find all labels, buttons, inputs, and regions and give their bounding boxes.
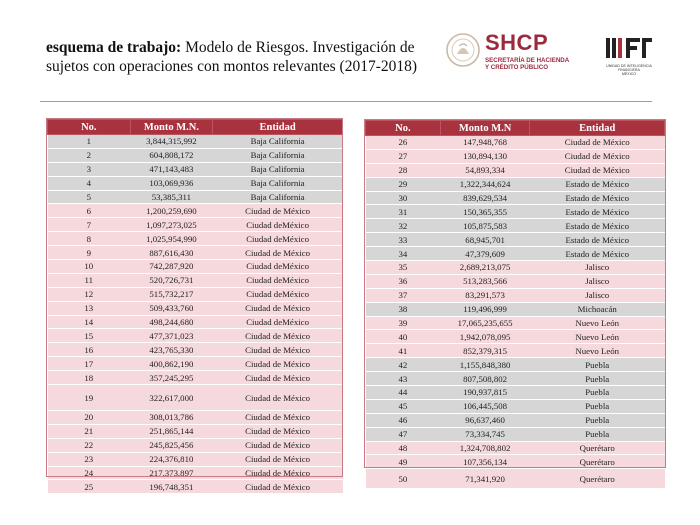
cell-no: 3 <box>48 162 131 176</box>
cell-entidad: Baja California <box>213 148 343 162</box>
table-row <box>48 204 343 218</box>
mexico-seal-icon <box>445 32 481 68</box>
cell-no: 28 <box>366 163 441 177</box>
cell-no: 16 <box>48 343 131 357</box>
cell-entidad: Ciudad de México <box>213 301 343 315</box>
cell-monto: 251,865,144 <box>130 424 213 438</box>
cell-entidad: Jalisco <box>530 288 665 302</box>
cell-monto: 498,244,680 <box>130 315 213 329</box>
cell-monto: 357,245,295 <box>130 371 213 385</box>
cell-monto: 2,689,213,075 <box>440 261 530 275</box>
cell-no: 48 <box>366 441 441 455</box>
table-row <box>48 135 343 149</box>
cell-monto: 839,629,534 <box>440 191 530 205</box>
uif-caption-line-2: MÉXICO <box>621 72 637 76</box>
cell-no: 23 <box>48 452 131 466</box>
cell-entidad: Estado de México <box>530 233 665 247</box>
cell-no: 25 <box>48 480 131 494</box>
cell-entidad: Ciudad de México <box>213 466 343 480</box>
cell-entidad: Ciudad deMéxico <box>213 218 343 232</box>
cell-monto: 513,283,566 <box>440 274 530 288</box>
cell-entidad: Estado de México <box>530 247 665 261</box>
shcp-name: SHCP <box>485 30 549 55</box>
cell-entidad: Ciudad de México <box>213 329 343 343</box>
cell-entidad: Puebla <box>530 399 665 413</box>
table-row <box>48 480 343 494</box>
column-header-entidad: Entidad <box>213 120 343 135</box>
cell-no: 34 <box>366 247 441 261</box>
table-row <box>48 343 343 357</box>
cell-no: 26 <box>366 136 441 150</box>
slide-title-rest: Modelo de Riesgos. Investigación de sujetos con operaciones con montos relevantes (2017-2018) <box>46 39 418 75</box>
table-row <box>366 191 665 205</box>
column-header-monto: Monto M.N. <box>130 120 213 135</box>
shcp-subtitle-line-1: SECRETARÍA DE HACIENDA <box>485 57 570 64</box>
table-row <box>48 218 343 232</box>
cell-no: 32 <box>366 219 441 233</box>
cell-no: 1 <box>48 135 131 149</box>
table-row <box>366 136 665 150</box>
table-row <box>366 288 665 302</box>
table-row <box>48 411 343 425</box>
table-row <box>366 441 665 455</box>
shcp-subtitle-line-2: Y CRÉDITO PÚBLICO <box>485 64 549 71</box>
shcp-subtitle <box>485 57 569 71</box>
table-header-row <box>366 121 665 136</box>
cell-entidad: Baja California <box>213 176 343 190</box>
cell-entidad: Estado de México <box>530 219 665 233</box>
slide-title-bold: esquema de trabajo: <box>46 39 182 56</box>
cell-monto: 119,496,999 <box>440 302 530 316</box>
cell-entidad: Puebla <box>530 427 665 441</box>
cell-monto: 147,948,768 <box>440 136 530 150</box>
uif-caption <box>598 64 660 76</box>
table-row <box>366 163 665 177</box>
cell-no: 36 <box>366 274 441 288</box>
cell-monto: 190,937,815 <box>440 386 530 400</box>
cell-no: 30 <box>366 191 441 205</box>
cell-monto: 308,013,786 <box>130 411 213 425</box>
table-row <box>366 205 665 219</box>
cell-no: 9 <box>48 246 131 260</box>
amounts-table-left <box>47 119 343 494</box>
cell-monto: 1,097,273,025 <box>130 218 213 232</box>
table-row <box>366 469 665 489</box>
cell-no: 19 <box>48 385 131 411</box>
cell-no: 12 <box>48 287 131 301</box>
cell-entidad: Baja California <box>213 162 343 176</box>
table-header-row <box>48 120 343 135</box>
table-row <box>48 452 343 466</box>
table-row <box>48 232 343 246</box>
table-row <box>48 466 343 480</box>
cell-monto: 1,322,344,624 <box>440 177 530 191</box>
table-row <box>366 261 665 275</box>
cell-entidad: Ciudad de México <box>213 343 343 357</box>
table-row <box>48 371 343 385</box>
cell-entidad: Baja California <box>213 135 343 149</box>
cell-monto: 1,324,708,802 <box>440 441 530 455</box>
cell-entidad: Puebla <box>530 413 665 427</box>
cell-entidad: Michoacán <box>530 302 665 316</box>
cell-no: 33 <box>366 233 441 247</box>
cell-no: 6 <box>48 204 131 218</box>
cell-entidad: Estado de México <box>530 191 665 205</box>
table-row <box>366 386 665 400</box>
table-row <box>366 330 665 344</box>
table-row <box>48 301 343 315</box>
table-row <box>48 385 343 411</box>
cell-no: 27 <box>366 149 441 163</box>
cell-no: 31 <box>366 205 441 219</box>
cell-entidad: Nuevo León <box>530 330 665 344</box>
cell-monto: 1,025,954,990 <box>130 232 213 246</box>
cell-monto: 400,862,190 <box>130 357 213 371</box>
table-row <box>366 413 665 427</box>
table-row <box>366 399 665 413</box>
table-row <box>48 357 343 371</box>
cell-entidad: Querétaro <box>530 455 665 469</box>
slide-title <box>46 38 446 76</box>
cell-no: 17 <box>48 357 131 371</box>
cell-monto: 106,445,508 <box>440 399 530 413</box>
cell-no: 20 <box>48 411 131 425</box>
cell-monto: 742,287,920 <box>130 260 213 274</box>
table-row <box>48 176 343 190</box>
table-row <box>48 438 343 452</box>
amounts-table-right <box>365 120 665 489</box>
cell-entidad: Ciudad deMéxico <box>213 287 343 301</box>
table-row <box>366 149 665 163</box>
column-header-monto: Monto M.N <box>440 121 530 136</box>
table-row <box>366 358 665 372</box>
table-row <box>366 219 665 233</box>
cell-no: 11 <box>48 273 131 287</box>
table-row <box>48 162 343 176</box>
cell-no: 42 <box>366 358 441 372</box>
cell-no: 50 <box>366 469 441 489</box>
table-row <box>366 344 665 358</box>
cell-entidad: Ciudad de México <box>530 149 665 163</box>
table-row <box>48 287 343 301</box>
table-row <box>48 148 343 162</box>
cell-entidad: Estado de México <box>530 205 665 219</box>
cell-no: 43 <box>366 372 441 386</box>
cell-monto: 1,155,848,380 <box>440 358 530 372</box>
cell-monto: 54,893,334 <box>440 163 530 177</box>
cell-no: 37 <box>366 288 441 302</box>
cell-monto: 852,379,315 <box>440 344 530 358</box>
cell-monto: 196,748,351 <box>130 480 213 494</box>
cell-monto: 217,373,897 <box>130 466 213 480</box>
cell-no: 14 <box>48 315 131 329</box>
cell-no: 15 <box>48 329 131 343</box>
cell-no: 24 <box>48 466 131 480</box>
cell-entidad: Nuevo León <box>530 316 665 330</box>
cell-entidad: Ciudad de México <box>213 480 343 494</box>
cell-no: 44 <box>366 386 441 400</box>
cell-entidad: Querétaro <box>530 469 665 489</box>
cell-entidad: Ciudad de México <box>213 424 343 438</box>
cell-entidad: Puebla <box>530 386 665 400</box>
cell-monto: 245,825,456 <box>130 438 213 452</box>
cell-no: 39 <box>366 316 441 330</box>
cell-entidad: Ciudad deMéxico <box>213 273 343 287</box>
shcp-logo <box>445 30 595 74</box>
cell-entidad: Puebla <box>530 372 665 386</box>
table-row <box>48 260 343 274</box>
cell-monto: 423,765,330 <box>130 343 213 357</box>
table-row <box>366 177 665 191</box>
cell-no: 38 <box>366 302 441 316</box>
cell-monto: 53,385,311 <box>130 190 213 204</box>
cell-no: 7 <box>48 218 131 232</box>
cell-monto: 807,508,802 <box>440 372 530 386</box>
cell-monto: 509,433,760 <box>130 301 213 315</box>
table-row <box>48 273 343 287</box>
cell-entidad: Ciudad de México <box>213 385 343 411</box>
cell-entidad: Ciudad de México <box>213 357 343 371</box>
table-row <box>48 246 343 260</box>
cell-monto: 887,616,430 <box>130 246 213 260</box>
cell-no: 29 <box>366 177 441 191</box>
cell-monto: 1,942,078,095 <box>440 330 530 344</box>
uif-caption-line-1: UNIDAD DE INTELIGENCIA FINANCIERA <box>606 64 652 72</box>
cell-entidad: Ciudad de México <box>213 411 343 425</box>
cell-entidad: Ciudad de México <box>213 246 343 260</box>
cell-no: 49 <box>366 455 441 469</box>
cell-entidad: Estado de México <box>530 177 665 191</box>
cell-no: 4 <box>48 176 131 190</box>
cell-monto: 83,291,573 <box>440 288 530 302</box>
cell-monto: 224,376,810 <box>130 452 213 466</box>
table-row <box>366 247 665 261</box>
table-row <box>366 274 665 288</box>
cell-monto: 103,069,936 <box>130 176 213 190</box>
cell-monto: 17,065,235,655 <box>440 316 530 330</box>
cell-no: 8 <box>48 232 131 246</box>
table-row <box>366 372 665 386</box>
cell-no: 35 <box>366 261 441 275</box>
uif-logo-icon <box>598 34 660 62</box>
cell-no: 41 <box>366 344 441 358</box>
cell-entidad: Nuevo León <box>530 344 665 358</box>
cell-entidad: Ciudad deMéxico <box>213 260 343 274</box>
column-header-no: No. <box>366 121 441 136</box>
cell-monto: 130,894,130 <box>440 149 530 163</box>
table-row <box>366 316 665 330</box>
header-divider <box>40 101 652 102</box>
table-row <box>48 329 343 343</box>
uif-logo <box>598 34 660 74</box>
cell-no: 22 <box>48 438 131 452</box>
cell-monto: 73,334,745 <box>440 427 530 441</box>
cell-monto: 322,617,000 <box>130 385 213 411</box>
cell-entidad: Querétaro <box>530 441 665 455</box>
cell-monto: 477,371,023 <box>130 329 213 343</box>
cell-monto: 105,875,583 <box>440 219 530 233</box>
cell-entidad: Ciudad de México <box>530 136 665 150</box>
table-row <box>48 315 343 329</box>
table-row <box>366 302 665 316</box>
cell-entidad: Ciudad deMéxico <box>213 232 343 246</box>
cell-entidad: Puebla <box>530 358 665 372</box>
cell-monto: 107,356,134 <box>440 455 530 469</box>
cell-monto: 515,732,217 <box>130 287 213 301</box>
cell-monto: 71,341,920 <box>440 469 530 489</box>
table-row <box>366 427 665 441</box>
cell-entidad: Baja California <box>213 190 343 204</box>
cell-no: 40 <box>366 330 441 344</box>
cell-no: 46 <box>366 413 441 427</box>
cell-no: 45 <box>366 399 441 413</box>
cell-entidad: Jalisco <box>530 274 665 288</box>
cell-no: 2 <box>48 148 131 162</box>
column-header-no: No. <box>48 120 131 135</box>
cell-monto: 96,637,460 <box>440 413 530 427</box>
cell-monto: 604,808,172 <box>130 148 213 162</box>
cell-monto: 68,945,701 <box>440 233 530 247</box>
cell-entidad: Ciudad de México <box>530 163 665 177</box>
cell-entidad: Ciudad de México <box>213 438 343 452</box>
column-header-entidad: Entidad <box>530 121 665 136</box>
cell-monto: 471,143,483 <box>130 162 213 176</box>
cell-entidad: Ciudad de México <box>213 452 343 466</box>
cell-no: 5 <box>48 190 131 204</box>
cell-entidad: Ciudad deMéxico <box>213 315 343 329</box>
cell-entidad: Ciudad de México <box>213 371 343 385</box>
table-row <box>366 233 665 247</box>
cell-monto: 520,726,731 <box>130 273 213 287</box>
cell-no: 13 <box>48 301 131 315</box>
cell-entidad: Ciudad de México <box>213 204 343 218</box>
table-row <box>48 190 343 204</box>
cell-entidad: Jalisco <box>530 261 665 275</box>
table-row <box>48 424 343 438</box>
table-row <box>366 455 665 469</box>
cell-no: 10 <box>48 260 131 274</box>
cell-no: 47 <box>366 427 441 441</box>
cell-monto: 3,844,315,992 <box>130 135 213 149</box>
cell-monto: 47,379,609 <box>440 247 530 261</box>
cell-monto: 1,200,259,690 <box>130 204 213 218</box>
cell-monto: 150,365,355 <box>440 205 530 219</box>
cell-no: 18 <box>48 371 131 385</box>
cell-no: 21 <box>48 424 131 438</box>
